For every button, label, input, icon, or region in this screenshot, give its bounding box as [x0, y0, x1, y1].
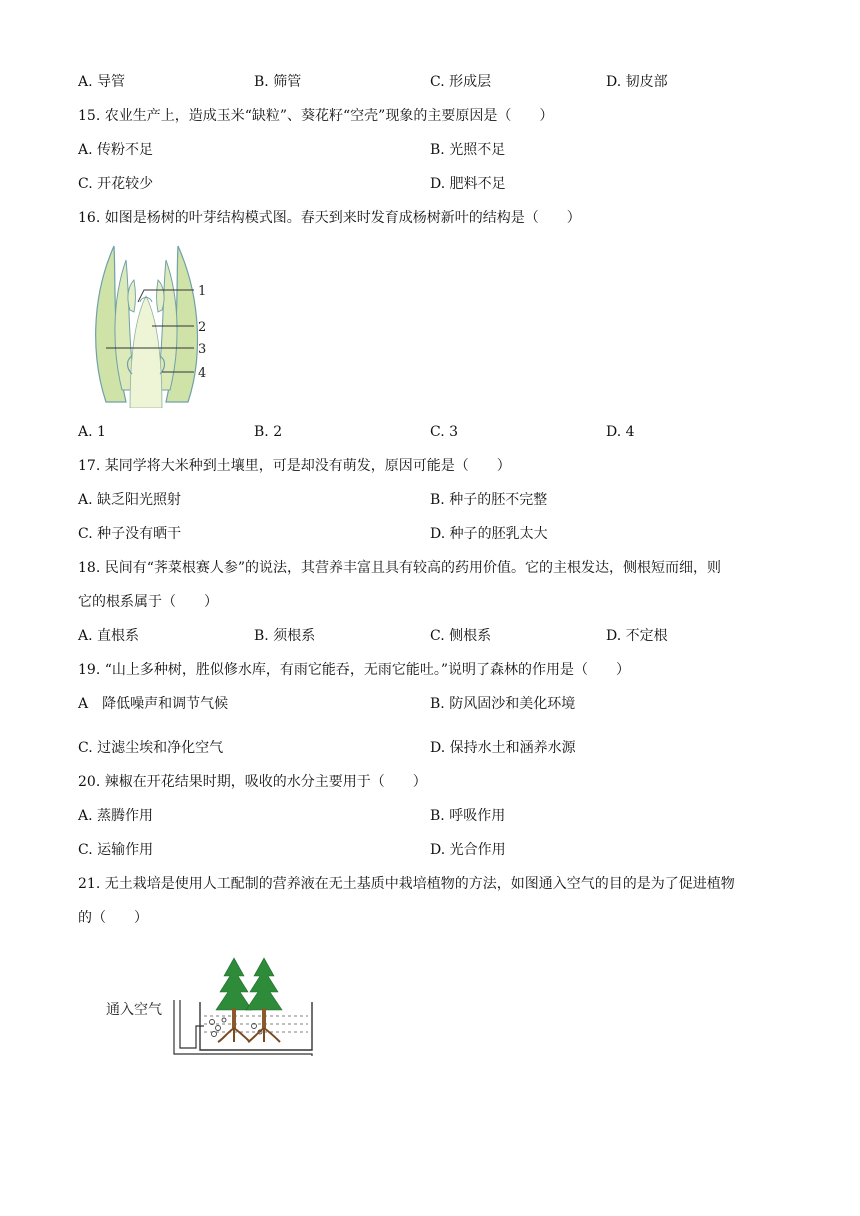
q20-option-b: B. 呼吸作用	[430, 808, 506, 824]
q18-stem-line2: 它的根系属于（ ）	[78, 594, 218, 610]
q14-option-b: B. 筛管	[254, 74, 302, 90]
fig-label-2: 2	[198, 320, 207, 335]
q21-stem-line2: 的（ ）	[78, 910, 148, 926]
fig-label-1: 1	[198, 284, 207, 299]
q17-option-c: C. 种子没有晒干	[78, 526, 182, 542]
q15-option-a: A. 传粉不足	[78, 142, 154, 158]
q20-stem: 20. 辣椒在开花结果时期，吸收的水分主要用于（ ）	[78, 774, 427, 790]
hydroponics-diagram	[104, 952, 320, 1060]
q16-option-c: C. 3	[430, 424, 459, 440]
q17-option-d: D. 种子的胚乳太大	[430, 526, 548, 542]
q15-option-c: C. 开花较少	[78, 176, 154, 192]
q20-option-c: C. 运输作用	[78, 842, 154, 858]
q19-option-d: D. 保持水土和涵养水源	[430, 740, 576, 756]
q18-option-a: A. 直根系	[78, 628, 140, 644]
q16-option-a: A. 1	[78, 424, 106, 440]
q17-option-a: A. 缺乏阳光照射	[78, 492, 182, 508]
q19-option-b: B. 防风固沙和美化环境	[430, 696, 576, 712]
q18-stem-line1: 18. 民间有“荠菜根赛人参”的说法，其营养丰富且具有较高的药用价值。它的主根发达，侧根短而细，则	[78, 560, 722, 576]
q20-option-d: D. 光合作用	[430, 842, 506, 858]
q16-option-d: D. 4	[606, 424, 635, 440]
q15-stem: 15. 农业生产上，造成玉米“缺粒”、葵花籽“空壳”现象的主要原因是（ ）	[78, 108, 554, 124]
q20-option-a: A. 蒸腾作用	[78, 808, 154, 824]
air-inlet-label: 通入空气	[106, 1002, 162, 1018]
q17-stem: 17. 某同学将大米种到土壤里，可是却没有萌发，原因可能是（ ）	[78, 458, 511, 474]
q19-option-a: A 降低噪声和调节气候	[78, 696, 229, 712]
q18-option-b: B. 须根系	[254, 628, 316, 644]
fig-label-4: 4	[198, 366, 207, 381]
q18-option-d: D. 不定根	[606, 628, 668, 644]
fig-label-3: 3	[198, 342, 207, 357]
q14-option-c: C. 形成层	[430, 74, 492, 90]
q16-stem: 16. 如图是杨树的叶芽结构模式图。春天到来时发育成杨树新叶的结构是（ ）	[78, 210, 581, 226]
leaf-bud-diagram	[86, 240, 226, 408]
q16-option-b: B. 2	[254, 424, 283, 440]
q15-option-d: D. 肥料不足	[430, 176, 506, 192]
q19-stem: 19. “山上多种树，胜似修水库，有雨它能吞，无雨它能吐。”说明了森林的作用是（ ）	[78, 662, 631, 678]
q18-option-c: C. 侧根系	[430, 628, 492, 644]
q19-option-c: C. 过滤尘埃和净化空气	[78, 740, 224, 756]
q14-option-d: D. 韧皮部	[606, 74, 668, 90]
q14-option-a: A. 导管	[78, 74, 126, 90]
q21-stem-line1: 21. 无土栽培是使用人工配制的营养液在无土基质中栽培植物的方法，如图通入空气的目的是为了促进植物	[78, 876, 735, 892]
q15-option-b: B. 光照不足	[430, 142, 506, 158]
q17-option-b: B. 种子的胚不完整	[430, 492, 548, 508]
